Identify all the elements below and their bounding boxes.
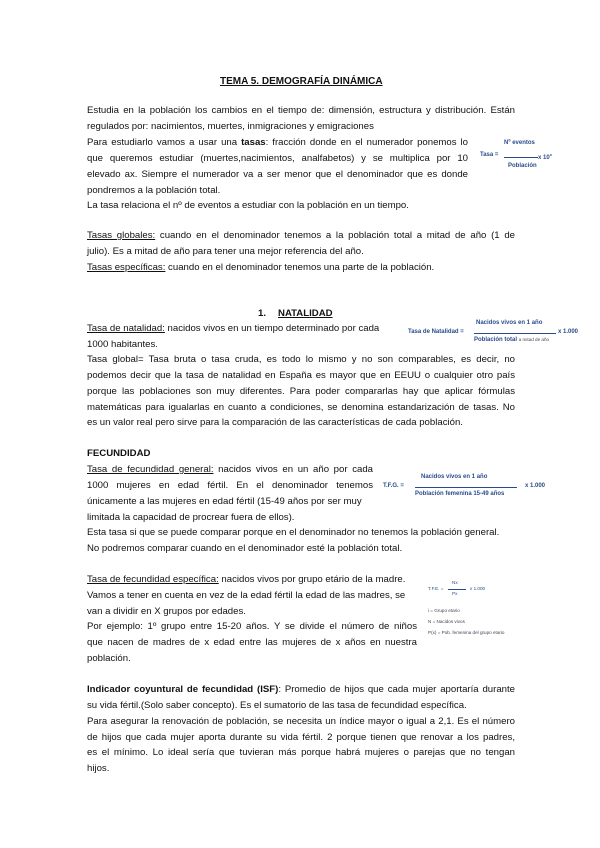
- intro-line: que queremos estudiar (muertes,nacimientos, analfabetos) y se multiplica por 10: [87, 153, 468, 164]
- formula-natalidad: [408, 318, 583, 348]
- natalidad-def: Tasa de natalidad: nacidos vivos en un tiempo determinado por cada: [87, 323, 380, 334]
- formula-multiplier: x 1.000: [558, 329, 579, 335]
- formula-tfg: [383, 472, 558, 504]
- natalidad-paragraph: es un valor real pero sirve para la comparación de las características de cada población.: [87, 417, 463, 428]
- intro-line: Para estudiarlo vamos a usar una tasas: fracción donde en el numerador ponemos lo: [87, 137, 468, 148]
- globales-line: Tasas globales: cuando en el denominador tenemos a la población total a mitad de año (1 de: [87, 230, 515, 241]
- natalidad-paragraph: matemáticas para igualarlas en cuanto a condiciones, se denomina estandarización de tasas. No: [87, 402, 515, 413]
- formula-numerator: Nº eventos: [504, 140, 535, 146]
- isf-paragraph: su vida fértil.(Solo saber concepto). Es el sumatorio de las tasa de fecundidad específica.: [87, 700, 467, 711]
- intro-line: pondremos a la población total.: [87, 185, 221, 196]
- formula-denominator: Px: [452, 591, 458, 596]
- globales-line: julio). Es a mitad de año para tener una mejor referencia del año.: [87, 246, 364, 257]
- formula-lhs: T.F.E. =: [428, 586, 444, 591]
- formula-numerator: Nx: [452, 580, 458, 585]
- formula-lhs: T.F.G. =: [383, 483, 404, 489]
- formula-legend: N = Nacidos vivos: [428, 619, 465, 624]
- intro-line: elevado ax. Siempre el numerador va a ser menor que el denominador que es donde: [87, 169, 468, 180]
- fecundidad-general: 1000 mujeres en edad fértil. En el denominador tenemos: [87, 480, 373, 491]
- intro-line: La tasa relaciona el nº de eventos a estudiar con la población en un tiempo.: [87, 200, 409, 211]
- fecundidad-general: Tasa de fecundidad general: nacidos vivos en un año por cada: [87, 464, 373, 475]
- formula-multiplier: x 1.000: [470, 586, 486, 591]
- fecundidad-general: No podremos comparar cuando en el denominador esté la población total.: [87, 543, 403, 554]
- section-heading-fecundidad: FECUNDIDAD: [87, 448, 151, 459]
- natalidad-paragraph: Tasa global= Tasa bruta o tasa cruda, es todo lo mismo y no son comparables, es decir, no: [87, 354, 515, 365]
- fecundidad-general: Esta tasa si que se puede comparar porque en el denominador no tenemos la población general.: [87, 527, 500, 538]
- fecundidad-general: limitada la capacidad de procrear fuera de ellos).: [87, 512, 295, 523]
- fecundidad-especifica: población.: [87, 653, 131, 664]
- formula-denominator: Población: [508, 163, 537, 169]
- isf-paragraph: Indicador coyuntural de fecundidad (ISF): Promedio de hijos que cada mujer aportaría durante: [87, 684, 515, 695]
- isf-paragraph: es el mínimo. Lo ideal sería que tuvieran más porque habrá mujeres o parejas que no tengan: [87, 747, 515, 758]
- fecundidad-especifica: Tasa de fecundidad específica: nacidos vivos por grupo etário de la madre.: [87, 574, 406, 585]
- formula-numerator: Nacidos vivos en 1 año: [421, 474, 488, 480]
- page-title: TEMA 5. DEMOGRAFÍA DINÁMICA: [220, 76, 383, 87]
- isf-paragraph: hijos.: [87, 763, 110, 774]
- formula-numerator: Nacidos vivos en 1 año: [476, 320, 543, 326]
- fecundidad-general: únicamente a las mujeres en edad fértil (15-49 años por ser muy: [87, 496, 362, 507]
- fecundidad-especifica: que nacen de madres de x edad entre las mujeres de x años en nuestra: [87, 637, 417, 648]
- formula-denominator: Población femenina 15-49 años: [415, 491, 505, 497]
- intro-line: regulados por: nacimientos, muertes, inmigraciones y emigraciones: [87, 121, 374, 132]
- formula-legend: P(x) = Pob. femenina del grupo etario: [428, 630, 505, 635]
- natalidad-def: 1000 habitantes.: [87, 339, 158, 350]
- formula-tfe: [428, 578, 528, 640]
- fecundidad-especifica: Por ejemplo: 1º grupo entre 15-20 años. Y se divide el número de niños: [87, 621, 417, 632]
- intro-line: Estudia en la población los cambios en el tiempo de: dimensión, estructura y distribución. Están: [87, 105, 515, 116]
- natalidad-paragraph: podemos decir que la tasa de natalidad en España es mayor que en EEUU o cualquier otro país: [87, 370, 515, 381]
- formula-lhs: Tasa de Natalidad =: [408, 329, 464, 335]
- formula-multiplier: x 10$^x$: [538, 152, 552, 161]
- isf-paragraph: Para asegurar la renovación de población, se necesita un índice mayor o igual a 2,1. Es el número: [87, 716, 515, 727]
- formula-legend: i = Grupo etario: [428, 608, 460, 613]
- especificas-line: Tasas específicas: cuando en el denominador tenemos una parte de la población.: [87, 262, 435, 273]
- fecundidad-especifica: van a dividir en X grupos por edades.: [87, 606, 246, 617]
- fecundidad-especifica: Vamos a tener en cuenta en vez de la edad fértil la edad de las madres, se: [87, 590, 406, 601]
- section-heading-natalidad: 1. NATALIDAD: [258, 308, 333, 319]
- formula-multiplier: x 1.000: [525, 483, 546, 489]
- natalidad-paragraph: porque las poblaciones son muy diferentes. Para poder compararlas hay que aplicar fórmulas: [87, 386, 515, 397]
- formula-denominator: Población total a mitad de año: [474, 337, 550, 343]
- formula-lhs: Tasa =: [480, 152, 499, 158]
- formula-tasa: [480, 138, 560, 180]
- isf-paragraph: de hijos que cada mujer aporta durante su vida fértil. 2 porque tienen que renovar a los padres,: [87, 732, 515, 743]
